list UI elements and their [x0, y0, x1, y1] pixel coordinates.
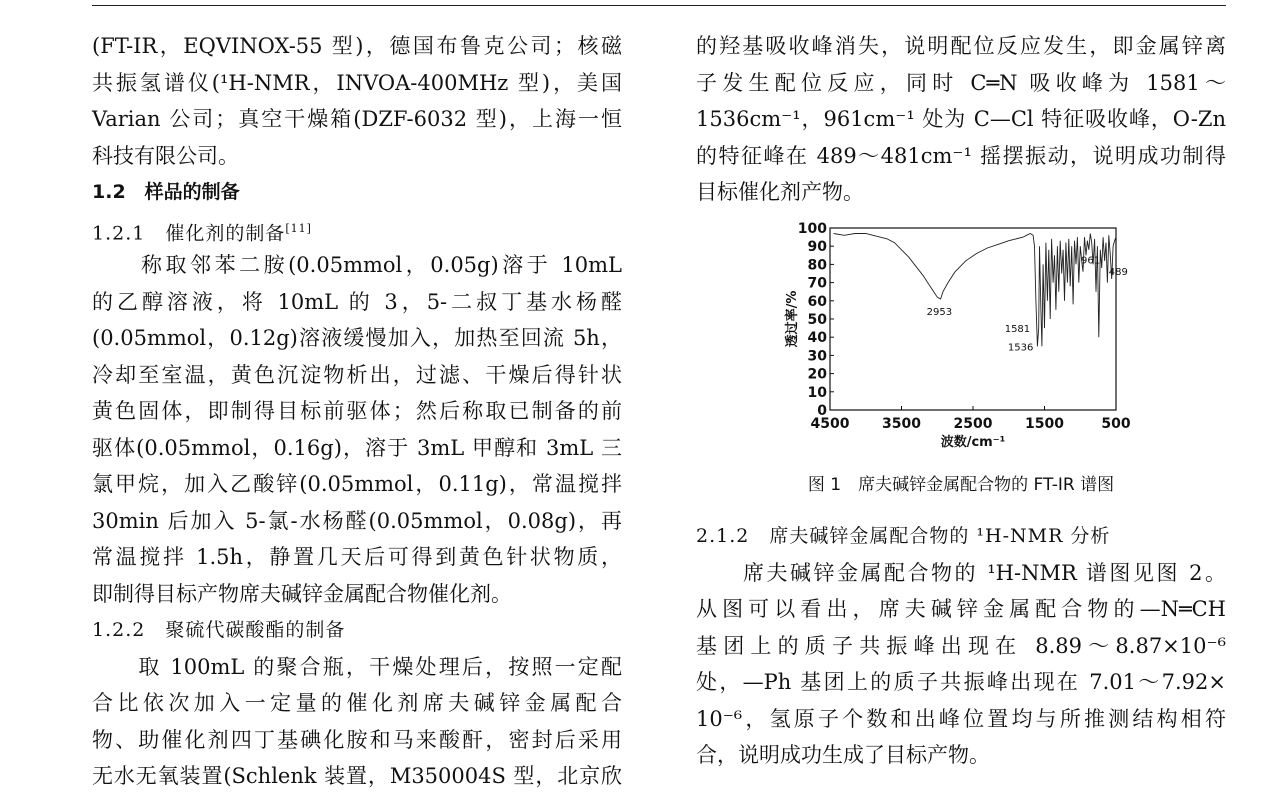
transmittance-line: [834, 234, 1116, 347]
text-line: 目标催化剂产物。: [696, 180, 864, 204]
peak-label: 489: [1108, 266, 1128, 278]
y-tick-label: 0: [817, 403, 827, 419]
text-line: 黄色固体，即制得目标前驱体；然后称取已制备的前: [92, 399, 622, 423]
top-rule: [92, 5, 1226, 6]
y-tick-label: 60: [807, 293, 827, 310]
text-line: 科技有限公司。: [92, 143, 239, 168]
right-column-lower: [696, 518, 1226, 774]
text-line: 的特征峰在 489～481cm⁻¹ 摇摆振动，说明成功制得: [696, 143, 1226, 168]
text-line: 合比依次加入一定量的催化剂席夫碱锌金属配合: [92, 691, 622, 715]
y-tick-label: 100: [797, 221, 827, 237]
x-tick-label: 500: [1101, 416, 1131, 432]
x-tick-label: 2500: [953, 416, 993, 432]
text-line: 冷却至室温，黄色沉淀物析出，过滤、干燥后得针状: [92, 362, 622, 387]
figure-caption: 图 1 席夫碱锌金属配合物的 FT-IR 谱图: [807, 475, 1115, 495]
text-line: 从图可以看出，席夫碱锌金属配合物的—N═CH: [696, 597, 1226, 621]
text-line: 处，—Ph 基团上的质子共振峰出现在 7.01～7.92×: [696, 670, 1226, 694]
text-line: 30min 后加入 5-氯-水杨醛(0.05mmol，0.08g)，再: [92, 508, 622, 533]
y-tick-label: 20: [807, 366, 827, 383]
x-tick-label: 4500: [810, 416, 850, 432]
peak-label: 2953: [926, 306, 953, 318]
y-tick-label: 40: [807, 330, 827, 347]
y-tick-label: 90: [807, 239, 827, 256]
x-tick-label: 1500: [1025, 416, 1064, 432]
y-tick-label: 50: [807, 312, 827, 328]
section-heading-1-2-1: [92, 211, 622, 248]
y-tick-label: 10: [807, 384, 827, 401]
text-line: (FT-IR，EQVINOX-55 型)，德国布鲁克公司；核磁: [92, 34, 622, 58]
text-line: 合，说明成功生成了目标产物。: [696, 743, 990, 767]
text-line: 的羟基吸收峰消失，说明配位反应发生，即金属锌离: [696, 34, 1226, 58]
y-axis-ticks: [798, 221, 834, 419]
text-line: 共振氢谱仪(¹H-NMR，INVOA-400MHz 型)，美国: [92, 70, 622, 95]
x-axis-label: 波数/cm⁻¹: [940, 435, 1006, 450]
y-axis-label: 透过率/%: [785, 290, 800, 348]
peak-label: 1536: [1007, 342, 1034, 354]
y-tick-label: 70: [807, 275, 827, 292]
ftir-chart: [780, 218, 1140, 458]
x-tick-label: 3500: [882, 416, 921, 432]
section-heading-2-1-2: 2.1.2 席夫碱锌金属配合物的 ¹H-NMR 分析: [696, 525, 1111, 547]
left-column: [92, 28, 622, 795]
peak-label: 1581: [1004, 324, 1031, 336]
text-line: 席夫碱锌金属配合物的 ¹H-NMR 谱图见图 2。: [696, 560, 1226, 585]
peak-label: 961: [1081, 255, 1101, 267]
text-line: 子发生配位反应，同时 C═N 吸收峰为 1581～: [696, 70, 1226, 95]
text-line: 基团上的质子共振峰出现在 8.89～8.87×10⁻⁶: [696, 633, 1226, 658]
plot-frame: [830, 228, 1116, 410]
text-line: 无水无氧装置(Schlenk 装置，M350004S 型，北京欣: [92, 764, 622, 788]
section-heading-text: 1.2.1 催化剂的制备: [92, 221, 286, 244]
text-line: 常温搅拌 1.5h，静置几天后可得到黄色针状物质，: [92, 545, 622, 569]
section-heading-1-2: 1.2 样品的制备: [92, 181, 240, 203]
text-line: 即制得目标产物席夫碱锌金属配合物催化剂。: [92, 581, 512, 606]
text-line: 称取邻苯二胺(0.05mmol，0.05g)溶于 10mL: [92, 253, 622, 277]
text-line: 10⁻⁶，氢原子个数和出峰位置均与所推测结构相符: [696, 706, 1226, 731]
citation-ref: [11]: [285, 221, 312, 235]
right-column: [696, 28, 1226, 211]
y-tick-label: 80: [807, 257, 827, 274]
text-line: 的乙醇溶液，将 10mL 的 3，5-二叔丁基水杨醛: [92, 289, 622, 314]
ftir-figure: [780, 218, 1140, 458]
text-line: Varian 公司；真空干燥箱(DZF-6032 型)，上海一恒: [92, 107, 622, 131]
text-line: 驱体(0.05mmol，0.16g)，溶于 3mL 甲醇和 3mL 三: [92, 435, 622, 460]
text-line: 取 100mL 的聚合瓶，干燥处理后，按照一定配: [92, 654, 622, 679]
text-line: (0.05mmol，0.12g)溶液缓慢加入，加热至回流 5h，: [92, 326, 622, 350]
y-tick-label: 30: [807, 348, 827, 365]
text-line: 氯甲烷，加入乙酸锌(0.05mmol，0.11g)，常温搅拌: [92, 472, 622, 496]
text-line: 1536cm⁻¹，961cm⁻¹ 处为 C—Cl 特征吸收峰，O-Zn: [696, 107, 1226, 131]
section-heading-1-2-2: 1.2.2 聚硫代碳酸酯的制备: [92, 619, 346, 641]
text-line: 物、助催化剂四丁基碘化胺和马来酸酐，密封后采用: [92, 727, 622, 752]
